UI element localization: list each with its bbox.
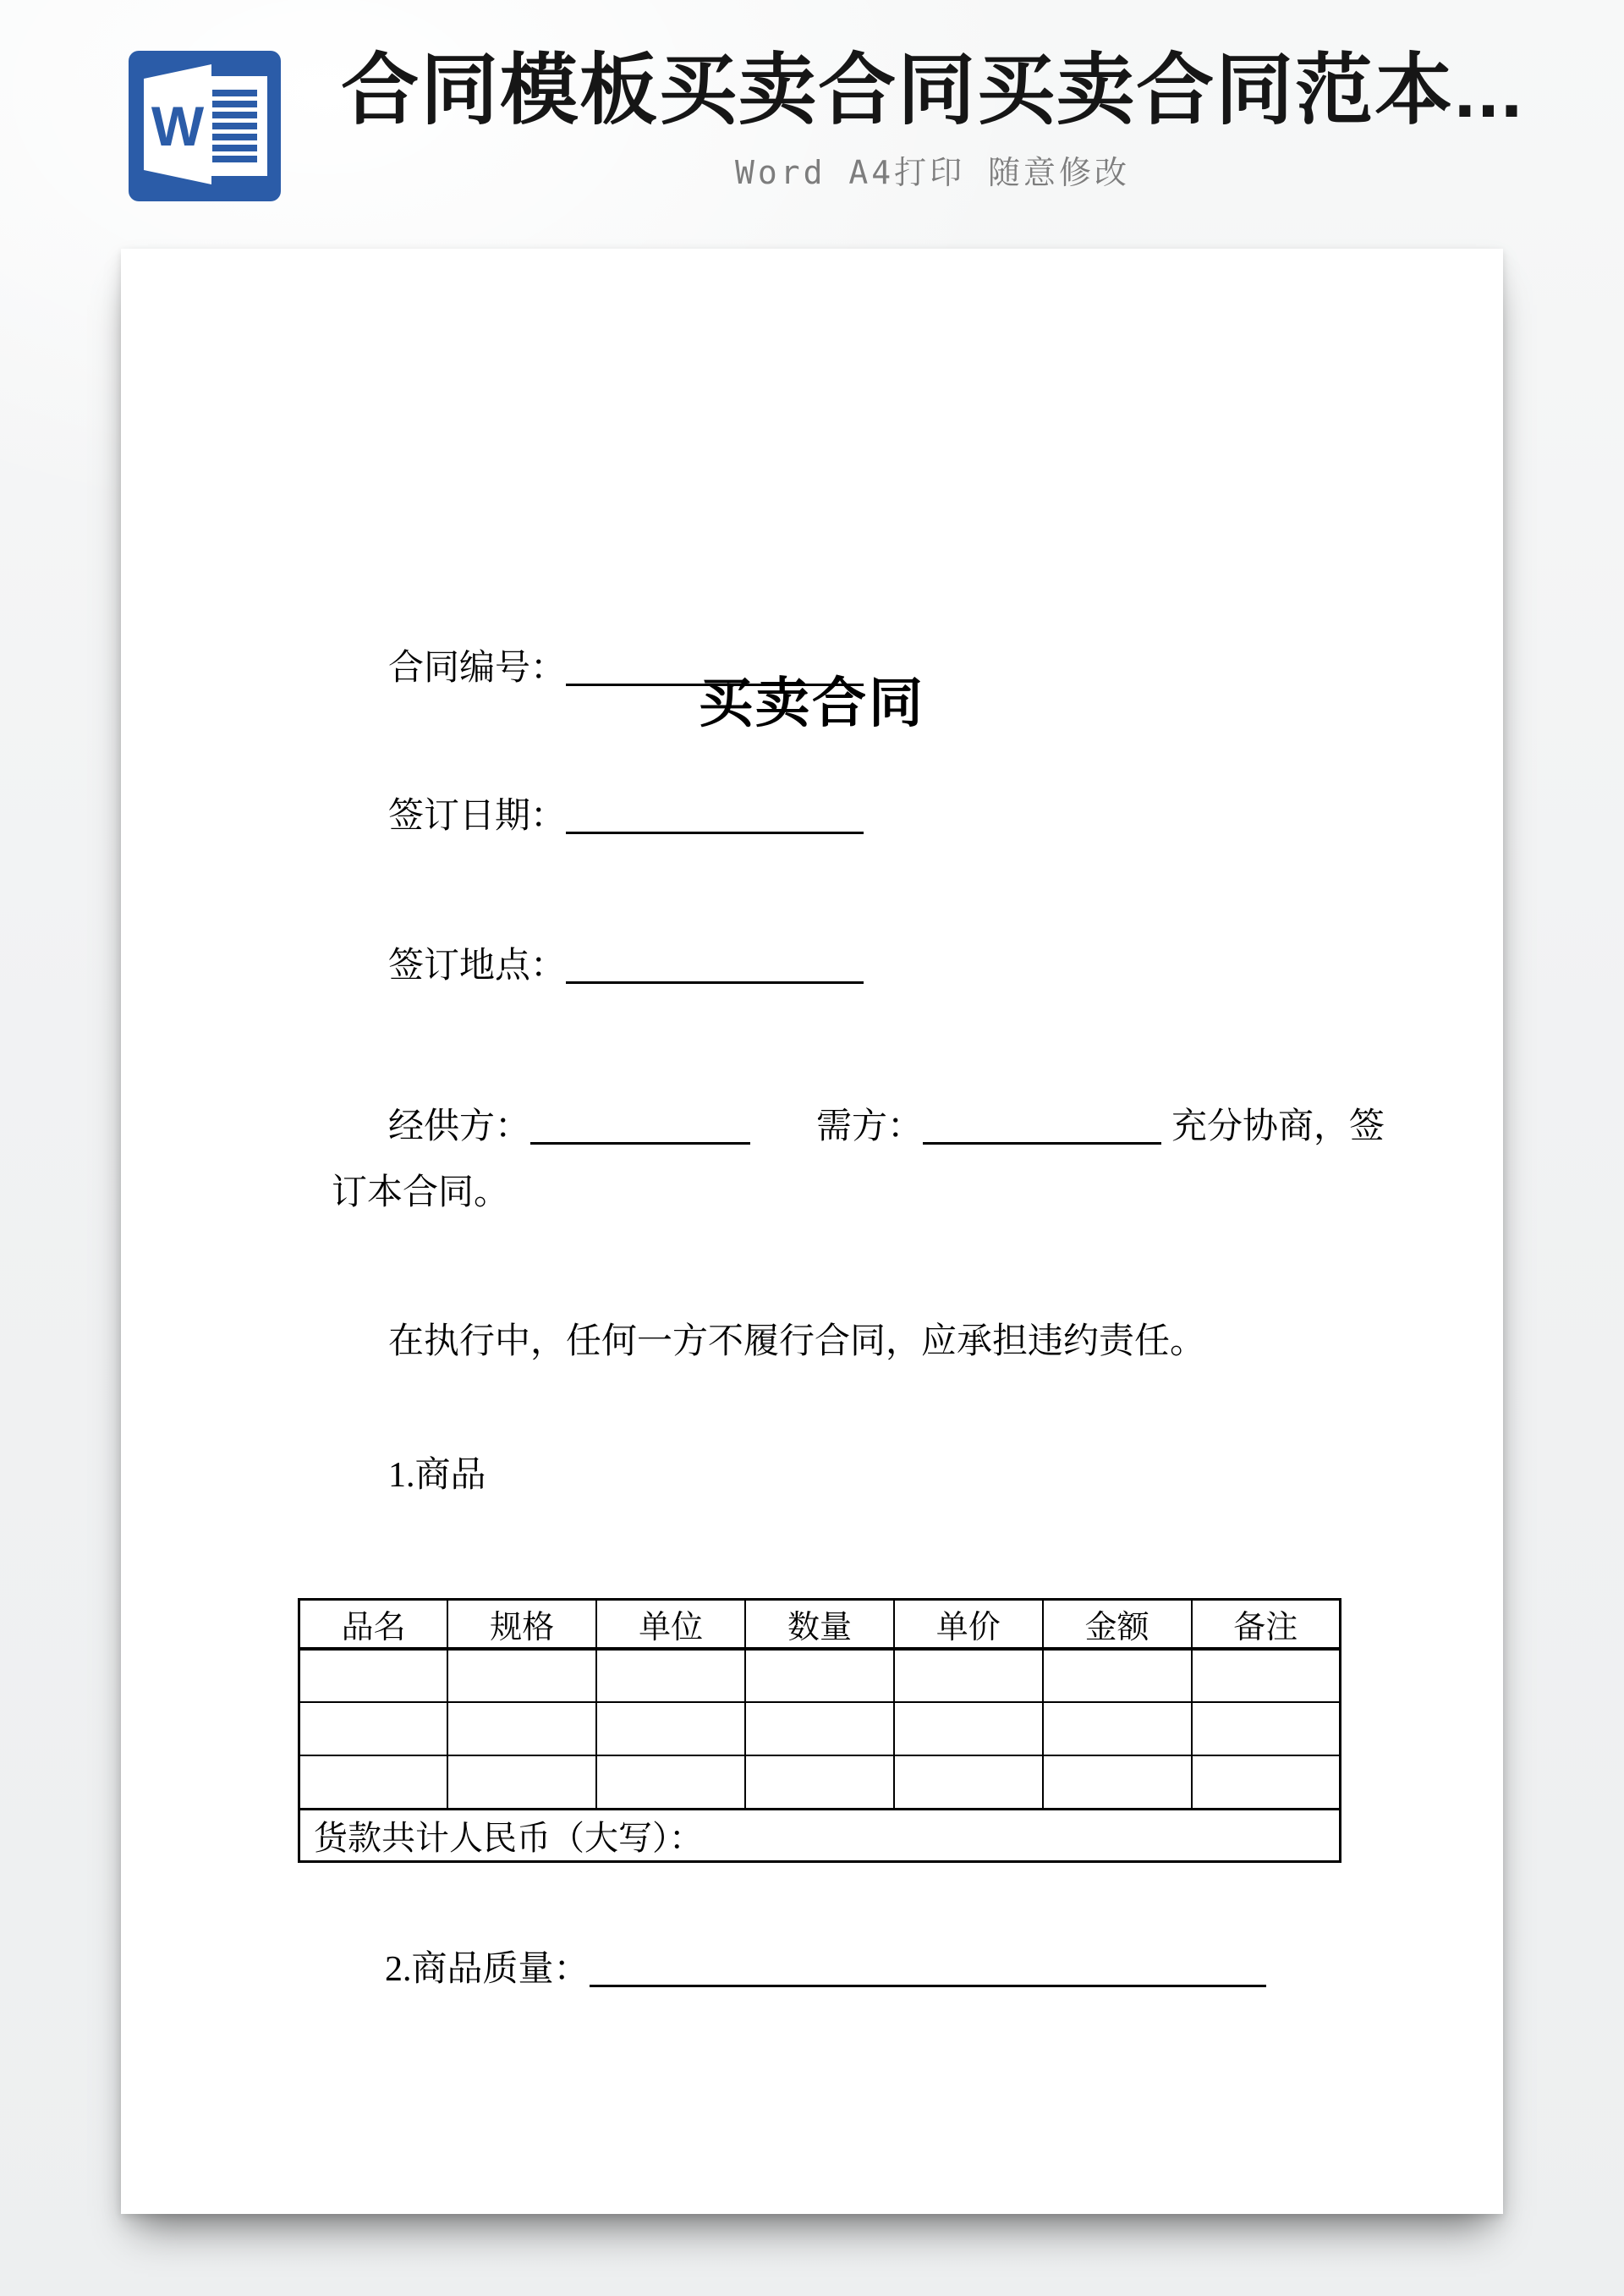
signing-place-field xyxy=(388,944,864,989)
table-cell-empty xyxy=(894,1702,1043,1755)
col-header-amount: 金额 xyxy=(1043,1600,1192,1650)
table-cell-empty xyxy=(1192,1755,1341,1809)
contract-title: 买卖合同 xyxy=(699,673,925,733)
col-header-remark: 备注 xyxy=(1192,1600,1341,1650)
table-row xyxy=(299,1702,1341,1755)
table-cell-empty xyxy=(1192,1649,1341,1702)
blank-underline xyxy=(566,832,864,834)
total-amount-label: 货款共计人民币（大写）： xyxy=(299,1809,1341,1861)
col-header-name: 品名 xyxy=(299,1600,448,1650)
blank-underline xyxy=(566,684,864,686)
word-icon xyxy=(129,51,281,201)
table-cell-empty xyxy=(447,1649,596,1702)
blank-underline xyxy=(923,1142,1161,1145)
table-cell-empty xyxy=(447,1702,596,1755)
col-header-price: 单价 xyxy=(894,1600,1043,1650)
table-row xyxy=(299,1649,1341,1702)
parties-tail-text: 充分协商，签 xyxy=(1171,1107,1385,1146)
table-cell-empty xyxy=(894,1755,1043,1809)
table-cell-empty xyxy=(745,1649,894,1702)
section2-field xyxy=(385,1947,1266,1992)
word-icon-letter: W xyxy=(151,95,205,157)
template-subtitle: Word A4打印 随意修改 xyxy=(734,154,1131,192)
col-header-spec: 规格 xyxy=(447,1600,596,1650)
contract-number-label: 合同编号： xyxy=(388,649,567,688)
brand-header xyxy=(300,47,1565,193)
contract-number-field xyxy=(388,646,864,691)
col-header-qty: 数量 xyxy=(745,1600,894,1650)
signing-place-label: 签订地点： xyxy=(388,947,567,986)
template-title: 合同模板买卖合同买卖合同范本... xyxy=(341,47,1524,134)
signing-date-field xyxy=(388,794,864,839)
table-cell-empty xyxy=(894,1649,1043,1702)
blank-underline xyxy=(530,1142,750,1145)
table-cell-empty xyxy=(299,1702,448,1755)
parties-line-wrap: 订本合同。 xyxy=(332,1173,510,1212)
table-cell-empty xyxy=(299,1755,448,1809)
table-total-row xyxy=(299,1809,1341,1861)
col-header-unit: 单位 xyxy=(596,1600,745,1650)
table-cell-empty xyxy=(299,1649,448,1702)
table-cell-empty xyxy=(745,1755,894,1809)
table-cell-empty xyxy=(1192,1702,1341,1755)
section1-heading: 1.商品 xyxy=(388,1456,486,1495)
supplier-label: 经供方： xyxy=(388,1107,531,1146)
table-cell-empty xyxy=(1043,1649,1192,1702)
blank-underline xyxy=(590,1985,1266,1987)
table-row xyxy=(299,1755,1341,1809)
section2-label: 2.商品质量： xyxy=(385,1950,590,1989)
table-cell-empty xyxy=(1043,1702,1192,1755)
buyer-label: 需方： xyxy=(816,1107,924,1146)
document-page xyxy=(121,249,1503,2214)
breach-clause: 在执行中，任何一方不履行合同，应承担违约责任。 xyxy=(388,1322,1206,1361)
table-cell-empty xyxy=(1043,1755,1192,1809)
goods-table-header-row xyxy=(299,1600,1341,1650)
table-cell-empty xyxy=(447,1755,596,1809)
table-cell-empty xyxy=(596,1702,745,1755)
table-cell-empty xyxy=(596,1755,745,1809)
parties-line xyxy=(388,1105,1385,1150)
blank-underline xyxy=(566,981,864,984)
table-cell-empty xyxy=(745,1702,894,1755)
goods-table xyxy=(298,1598,1341,1863)
signing-date-label: 签订日期： xyxy=(388,797,567,836)
table-cell-empty xyxy=(596,1649,745,1702)
